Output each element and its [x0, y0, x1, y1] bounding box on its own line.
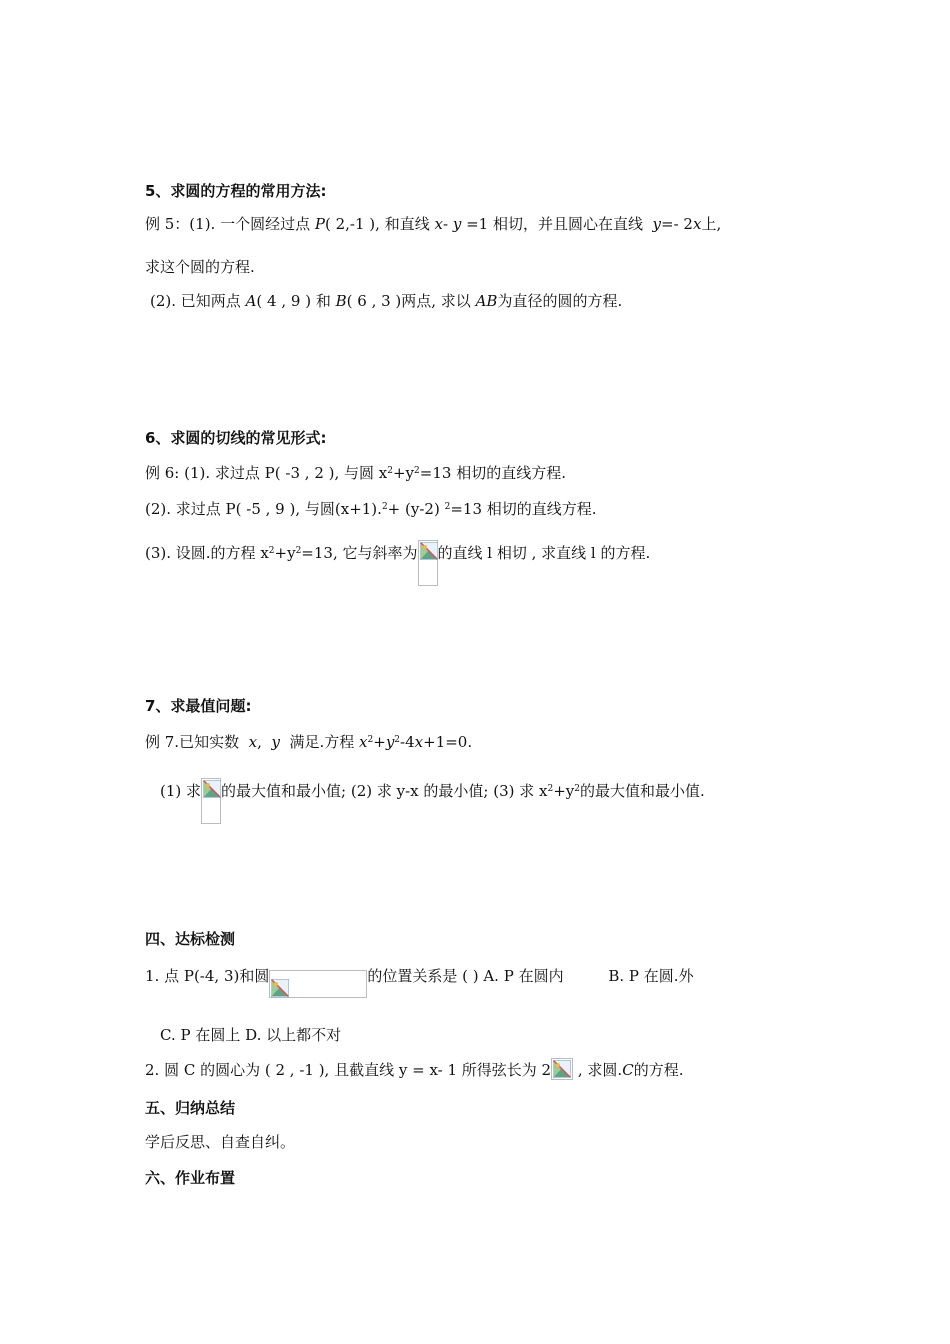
broken-image-icon: [201, 778, 221, 824]
summary-text: 学后反思、自查自纠。: [145, 1133, 296, 1151]
section-5b-title: 五、归纳总结: [145, 1099, 236, 1117]
example-6-line3: (3). 设圆.的方程 $x^2+y^2=13$, 它与斜率为 的直线 l 相切 , 求直线 l 的方程.: [145, 540, 650, 586]
example-5-line3: (2). 已知两点 A( 4 , 9 ) 和 B( 6 , 3 )两点, 求以 AB为直径的圆的方程.: [150, 292, 623, 310]
section-7-title: 7、求最值问题:: [145, 697, 252, 715]
question-2: 2. 圆 C 的圆心为 ( 2 , -1 ), 且截直线 y = x- 1 所得弦长为 2 , 求圆.C的方程.: [145, 1058, 683, 1080]
section-4-title: 四、达标检测: [145, 930, 236, 948]
broken-image-icon: [551, 1058, 573, 1080]
example-7-line1: 例 7.已知实数 x, y 满足.方程 $x^2+y^2-4x+1=0$.: [145, 733, 473, 751]
example-5-line2: 求这个圆的方程.: [145, 258, 255, 276]
example-7-line2: (1) 求 的最大值和最小值; (2) 求 y-x 的最小值; (3) 求 $x^2+y^2$的最大值和最小值.: [160, 778, 705, 824]
question-1: 1. 点 P(-4, 3)和圆 的位置关系是 ( ) A. P 在圆内 B. P 在圆.外: [145, 965, 694, 998]
example-5-line1: 例 5：(1). 一个圆经过点 P( 2,-1 ), 和直线 x- y =1 相切，并且圆心在直线 y=- 2x上,: [145, 215, 722, 233]
question-1-options: C. P 在圆上 D. 以上都不对: [160, 1026, 342, 1044]
section-5-title: 5、求圆的方程的常用方法:: [145, 182, 327, 200]
example-6-line2: (2). 求过点 P( -5 , 9 ), 与圆(x+1).$^2$+ (y-2) $^2$=13 相切的直线方程.: [145, 500, 597, 518]
example-6-line1: 例 6: (1). 求过点 P( -3 , 2 ), 与圆 $x^2+y^2=13$ 相切的直线方程.: [145, 464, 566, 482]
broken-image-icon: [418, 540, 438, 586]
section-6b-title: 六、作业布置: [145, 1169, 236, 1187]
broken-image-icon: [269, 970, 367, 998]
section-6-title: 6、求圆的切线的常见形式:: [145, 429, 327, 447]
